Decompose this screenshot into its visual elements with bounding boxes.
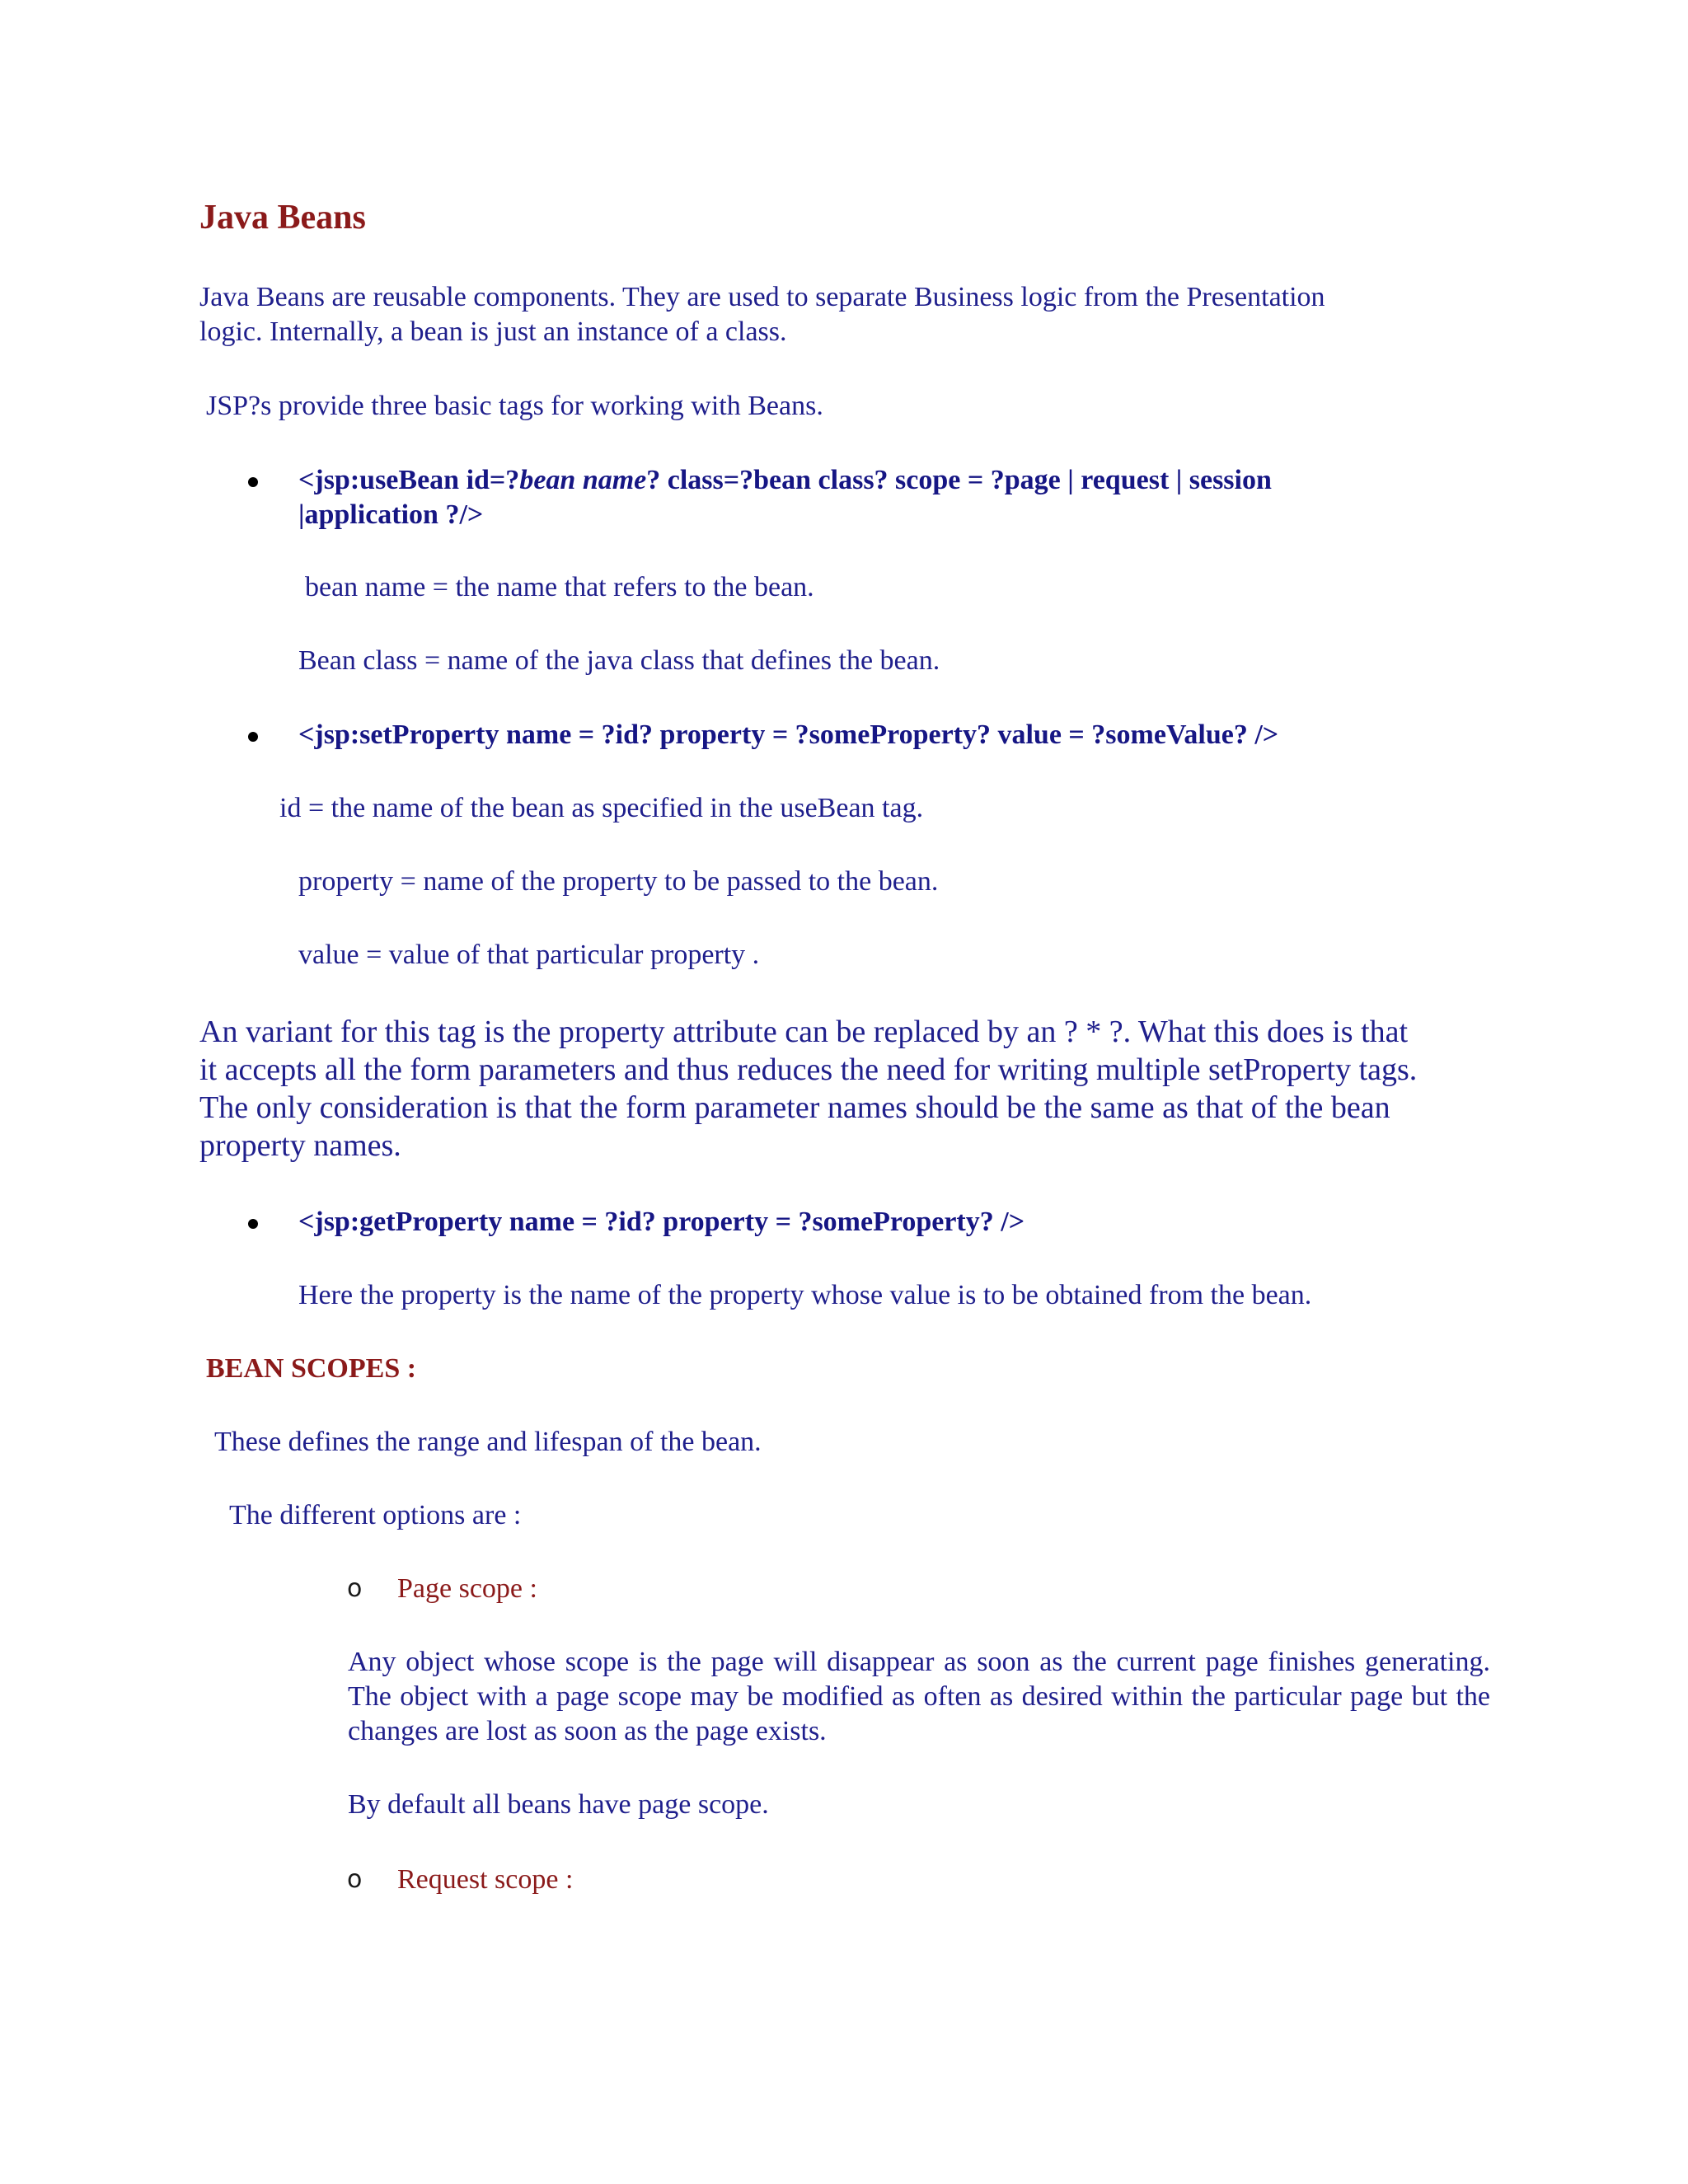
variant-line-2: it accepts all the form parameters and thus reduces the need for writing multiple setProperty tags.: [199, 1052, 1418, 1087]
usebean-tag-part: <jsp:useBean id=?: [298, 465, 520, 495]
getproperty-desc: Here the property is the name of the property whose value is to be obtained from the bean.: [298, 1280, 1312, 1310]
intro-line-1: Java Beans are reusable components. They are used to separate Business logic from the Presentation: [199, 282, 1325, 312]
bullet-dot: [248, 732, 258, 742]
usebean-tag-line-2: |application ?/>: [298, 499, 484, 530]
variant-line-1: An variant for this tag is the property attribute can be replaced by an ? * ?. What this does is that: [199, 1015, 1409, 1049]
scopes-heading: BEAN SCOPES :: [206, 1353, 417, 1384]
page-title: Java Beans: [199, 199, 366, 237]
setproperty-desc-3: value = value of that particular property .: [298, 940, 760, 970]
request-scope-label: Request scope :: [397, 1864, 574, 1895]
usebean-tag-part: ? class=?bean class? scope = ?page | request | session: [646, 465, 1272, 495]
circle-bullet: o: [347, 1865, 363, 1894]
usebean-desc-2: Bean class = name of the java class that defines the bean.: [298, 645, 940, 676]
usebean-desc-1: bean name = the name that refers to the bean.: [305, 572, 814, 602]
getproperty-tag: <jsp:getProperty name = ?id? property = ?someProperty? />: [298, 1207, 1025, 1237]
setproperty-tag: <jsp:setProperty name = ?id? property = ?someProperty? value = ?someValue? />: [298, 719, 1279, 750]
usebean-tag-line-1: [298, 463, 1272, 498]
variant-line-4: property names.: [199, 1128, 401, 1163]
page-scope-paragraph: Any object whose scope is the page will disappear as soon as the current page finishes generating. The object with a page scope may be modified as often as desired within the particular page but the changes are lost as soon as the page exists.: [348, 1647, 1490, 1746]
usebean-tag-italic: bean name: [519, 465, 647, 495]
circle-bullet: o: [347, 1574, 363, 1603]
bullet-dot: [248, 477, 258, 487]
scopes-desc: These defines the range and lifespan of the bean.: [214, 1427, 762, 1457]
page-scope-default-note: By default all beans have page scope.: [348, 1789, 769, 1820]
setproperty-desc-2: property = name of the property to be passed to the bean.: [298, 866, 939, 897]
bullet-dot: [248, 1219, 258, 1229]
tags-intro: JSP?s provide three basic tags for working with Beans.: [206, 391, 823, 421]
intro-line-2: logic. Internally, a bean is just an instance of a class.: [199, 316, 787, 347]
variant-line-3: The only consideration is that the form parameter names should be the same as that of the bean: [199, 1090, 1390, 1125]
setproperty-desc-1: id = the name of the bean as specified in the useBean tag.: [279, 793, 924, 823]
scopes-options-intro: The different options are :: [229, 1500, 522, 1530]
page-scope-label: Page scope :: [397, 1573, 537, 1604]
